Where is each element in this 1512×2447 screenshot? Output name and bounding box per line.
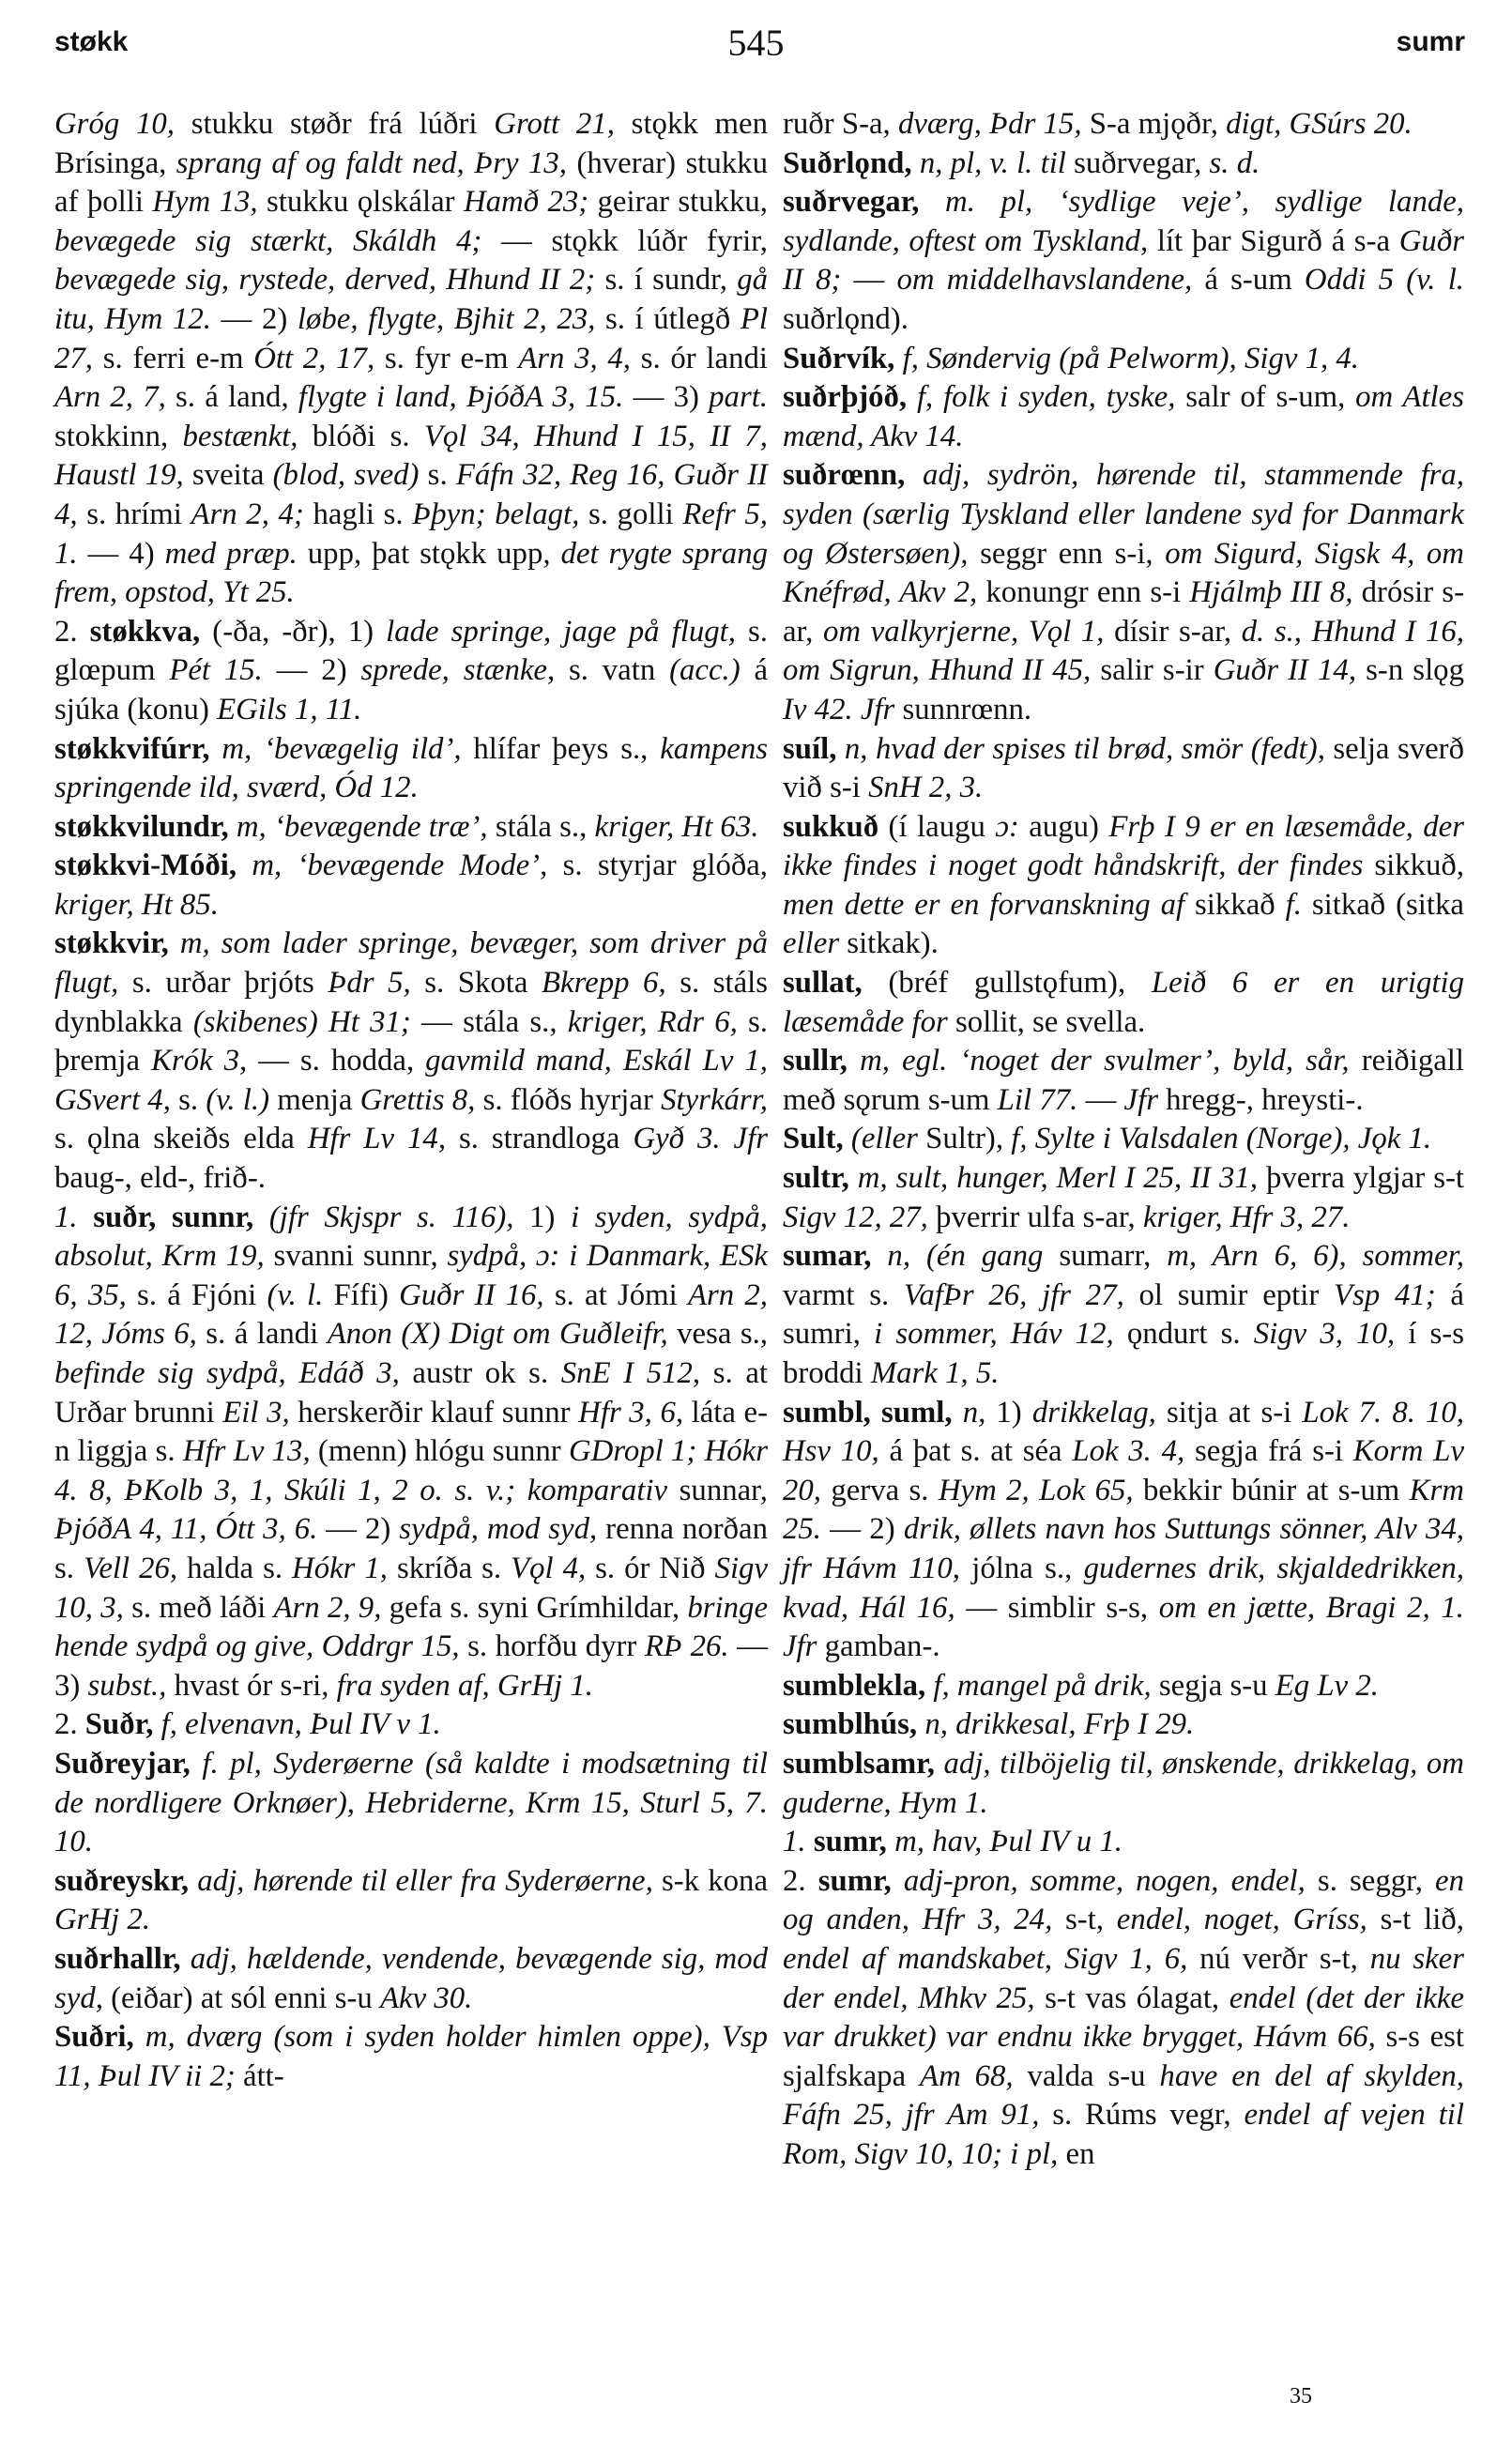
dictionary-entry: 2. Suðr, f, elvenavn, Þul IV v 1. — [54, 1707, 441, 1742]
dictionary-entry: suðrœnn, adj, sydrön, hørende til, stammende fra, syden (særlig Tyskland eller landene syd for Danmark og Østersøen), seggr enn s-i, om Sigurd, Sigsk 4, om Knéfrød, Akv 2, konungr enn s-i Hjálmþ III 8, drósir s-ar, om valkyrjerne, Vǫl 1, dísir s-ar, d. s., Hhund I 16, om Sigrun, Hhund II 45, salir s-ir Guðr II 14, s-n slǫg Iv 42. Jfr sunnrœnn. — [783, 458, 1464, 726]
dictionary-entry: sumar, n, (én gang sumarr, m, Arn 6, 6), sommer, varmt s. VafÞr 26, jfr 27, ol sumir eptir Vsp 41; á sumri, i sommer, Háv 12, ǫndurt s. Sigv 3, 10, í s-s broddi Mark 1, 5. — [783, 1239, 1464, 1390]
dictionary-entry: suðrhallr, adj, hældende, vendende, bevægende sig, mod syd, (eiðar) at sól enni s-u Akv 30. — [54, 1941, 768, 2015]
dictionary-entry: støkkvifúrr, m, ‘bevægelig ild’, hlífar þeys s., kampens springende ild, sværd, Ód 12. — [54, 731, 768, 805]
left-column — [54, 105, 768, 2096]
dictionary-entry: sumblhús, n, drikkesal, Frþ I 29. — [783, 1707, 1195, 1742]
dictionary-entry: suðrþjóð, f, folk i syden, tyske, salr of s-um, om Atles mænd, Akv 14. — [783, 380, 1464, 453]
dictionary-entry: sumblekla, f, mangel på drik, segja s-u Eg Lv 2. — [783, 1668, 1379, 1703]
dictionary-entry: støkkvir, m, som lader springe, bevæger, som driver på flugt, s. urðar þrjóts Þdr 5, s. Skota Bkrepp 6, s. stáls dynblakka (skibenes) Ht 31; — stála s., kriger, Rdr 6, s. þremja Krók 3, — s. hodda, gavmild mand, Eskál Lv 1, GSvert 4, s. (v. l.) menja Grettis 8, s. flóðs hyrjar Styrkárr, s. ǫlna skeiðs elda Hfr Lv 14, s. strandloga Gyð 3. Jfr baug-, eld-, frið-. — [54, 926, 769, 1196]
dictionary-entry: ruðr S-a, dværg, Þdr 15, S-a mjǫðr, digt, GSúrs 20. — [783, 107, 1413, 141]
dictionary-entry: 1. sumr, m, hav, Þul IV u 1. — [783, 1825, 1123, 1859]
dictionary-entry: suðrvegar, m. pl, ‘sydlige veje’, sydlige lande, sydlande, oftest om Tyskland, lít þar Sigurð á s-a Guðr II 8; — om middelhavslandene, á s-um Oddi 5 (v. l. suðrlǫnd). — [783, 185, 1464, 336]
page-number: 545 — [727, 22, 785, 64]
running-head-right: sumr — [1396, 26, 1465, 57]
dictionary-entry: Suðreyjar, f. pl, Syderøerne (så kaldte i modsætning til de nordligere Orknøer), Hebriderne, Krm 15, Sturl 5, 7. 10. — [54, 1746, 769, 1859]
dictionary-entry: støkkvi-Móði, m, ‘bevægende Mode’, s. styrjar glóða, kriger, Ht 85. — [54, 849, 768, 922]
dictionary-entry: Suðrlǫnd, n, pl, v. l. til suðrvegar, s. d. — [783, 145, 1260, 180]
signature-mark: 35 — [1290, 2384, 1312, 2409]
dictionary-entry: sumblsamr, adj, tilböjelig til, ønskende, drikkelag, om guderne, Hym 1. — [783, 1746, 1464, 1820]
dictionary-entry: suðreyskr, adj, hørende til eller fra Syderøerne, s-k kona GrHj 2. — [54, 1863, 768, 1937]
dictionary-entry: Suðri, m, dværg (som i syden holder himlen oppe), Vsp 11, Þul IV ii 2; átt- — [54, 2020, 769, 2093]
dictionary-entry: sullat, (bréf gullstǫfum), Leið 6 er en urigtig læsemåde for sollit, se svella. — [783, 966, 1464, 1039]
dictionary-entry: 2. sumr, adj-pron, somme, nogen, endel, s. seggr, en og anden, Hfr 3, 24, s-t, endel, noget, Gríss, s-t lið, endel af mandskabet, Sigv 1, 6, nú verðr s-t, nu sker der endel, Mhkv 25, s-t vas ólagat, endel (det der ikke var drukket) var endnu ikke brygget, Hávm 66, s-s est sjalfskapa Am 68, valda s-u have en del af skylden, Fáfn 25, jfr Am 91, s. Rúms vegr, endel af vejen til Rom, Sigv 10, 10; i pl, en — [783, 1863, 1465, 2171]
dictionary-entry: Sult, (eller Sultr), f, Sylte i Valsdalen (Norge), Jǫk 1. — [783, 1122, 1432, 1156]
dictionary-entry: 1. suðr, sunnr, (jfr Skjspr s. 116), 1) i syden, sydpå, absolut, Krm 19, svanni sunnr, sydpå, ɔ: i Danmark, ESk 6, 35, s. á Fjóni (v. l. Fífi) Guðr II 16, s. at Jómi Arn 2, 12, Jóms 6, s. á landi Anon (X) Digt om Guðleifr, vesa s., befinde sig sydpå, Edáð 3, austr ok s. SnE I 512, s. at Urðar brunni Eil 3, herskerðir klauf sunnr Hfr 3, 6, láta e-n liggja s. Hfr Lv 13, (menn) hlógu sunnr GDropl 1; Hókr 4. 8, ÞKolb 3, 1, Skúli 1, 2 o. s. v.; komparativ sunnar, ÞjóðA 4, 11, Ótt 3, 6. — 2) sydpå, mod syd, renna norðan s. Vell 26, halda s. Hókr 1, skríða s. Vǫl 4, s. ór Nið Sigv 10, 3, s. með láði Arn 2, 9, gefa s. syni Grímhildar, bringe hende sydpå og give, Oddrgr 15, s. horfðu dyrr RÞ 26. — 3) subst., hvast ór s-ri, fra syden af, GrHj 1. — [54, 1200, 769, 1703]
dictionary-entry: støkkvilundr, m, ‘bevægende træ’, stála s., kriger, Ht 63. — [54, 809, 759, 844]
dictionary-entry: Suðrvík, f, Søndervig (på Pelworm), Sigv 1, 4. — [783, 341, 1360, 375]
running-head-left: støkk — [54, 26, 129, 57]
dictionary-entry: Gróg 10, stukku støðr frá lúðri Grott 21, stǫkk men Brísinga, sprang af og faldt ned, Þry 13, (hverar) stukku af þolli Hym 13, stukku ǫlskálar Hamð 23; geirar stukku, bevægede sig stærkt, Skáldh 4; — stǫkk lúðr fyrir, bevægede sig, rystede, derved, Hhund II 2; s. í sundr, gå itu, Hym 12. — 2) løbe, flygte, Bjhit 2, 23, s. í útlegð Pl 27, s. ferri e-m Ótt 2, 17, s. fyr e-m Arn 3, 4, s. ór landi Arn 2, 7, s. á land, flygte i land, ÞjóðA 3, 15. — 3) part. stokkinn, bestænkt, blóði s. Vǫl 34, Hhund I 15, II 7, Haustl 19, sveita (blod, sved) s. Fáfn 32, Reg 16, Guðr II 4, s. hrími Arn 2, 4; hagli s. Þþyn; belagt, s. golli Refr 5, 1. — 4) med præp. upp, þat stǫkk upp, det rygte sprang frem, opstod, Yt 25. — [54, 107, 769, 610]
dictionary-entry: sultr, m, sult, hunger, Merl I 25, II 31, þverra ylgjar s-t Sigv 12, 27, þverrir ulfa s-ar, kriger, Hfr 3, 27. — [783, 1161, 1464, 1234]
dictionary-entry: 2. støkkva, (-ða, -ðr), 1) lade springe, jage på flugt, s. glœpum Pét 15. — 2) sprede, stænke, s. vatn (acc.) á sjúka (konu) EGils 1, 11. — [54, 614, 769, 726]
dictionary-entry: suíl, n, hvad der spises til brød, smör (fedt), selja sverð við s-i SnH 2, 3. — [783, 731, 1464, 805]
dictionary-entry: sukkuð (í laugu ɔ: augu) Frþ I 9 er en læsemåde, der ikke findes i noget godt håndskrift, der findes sikkuð, men dette er en forvanskning af sikkað f. sitkað (sitka eller sitkak). — [783, 809, 1465, 961]
dictionary-entry: sullr, m, egl. ‘noget der svulmer’, byld, sår, reiðigall með sǫrum s-um Lil 77. — Jfr hregg-, hreysti-. — [783, 1044, 1464, 1117]
dictionary-entry: sumbl, suml, n, 1) drikkelag, sitja at s-i Lok 7. 8. 10, Hsv 10, á þat s. at séa Lok 3. 4, segja frá s-i Korm Lv 20, gerva s. Hym 2, Lok 65, bekkir búnir at s-um Krm 25. — 2) drik, øllets navn hos Suttungs sönner, Alv 34, jfr Hávm 110, jólna s., gudernes drik, skjaldedrikken, kvad, Hál 16, — simblir s-s, om en jætte, Bragi 2, 1. Jfr gamban-. — [783, 1395, 1465, 1664]
right-column — [783, 105, 1464, 2174]
